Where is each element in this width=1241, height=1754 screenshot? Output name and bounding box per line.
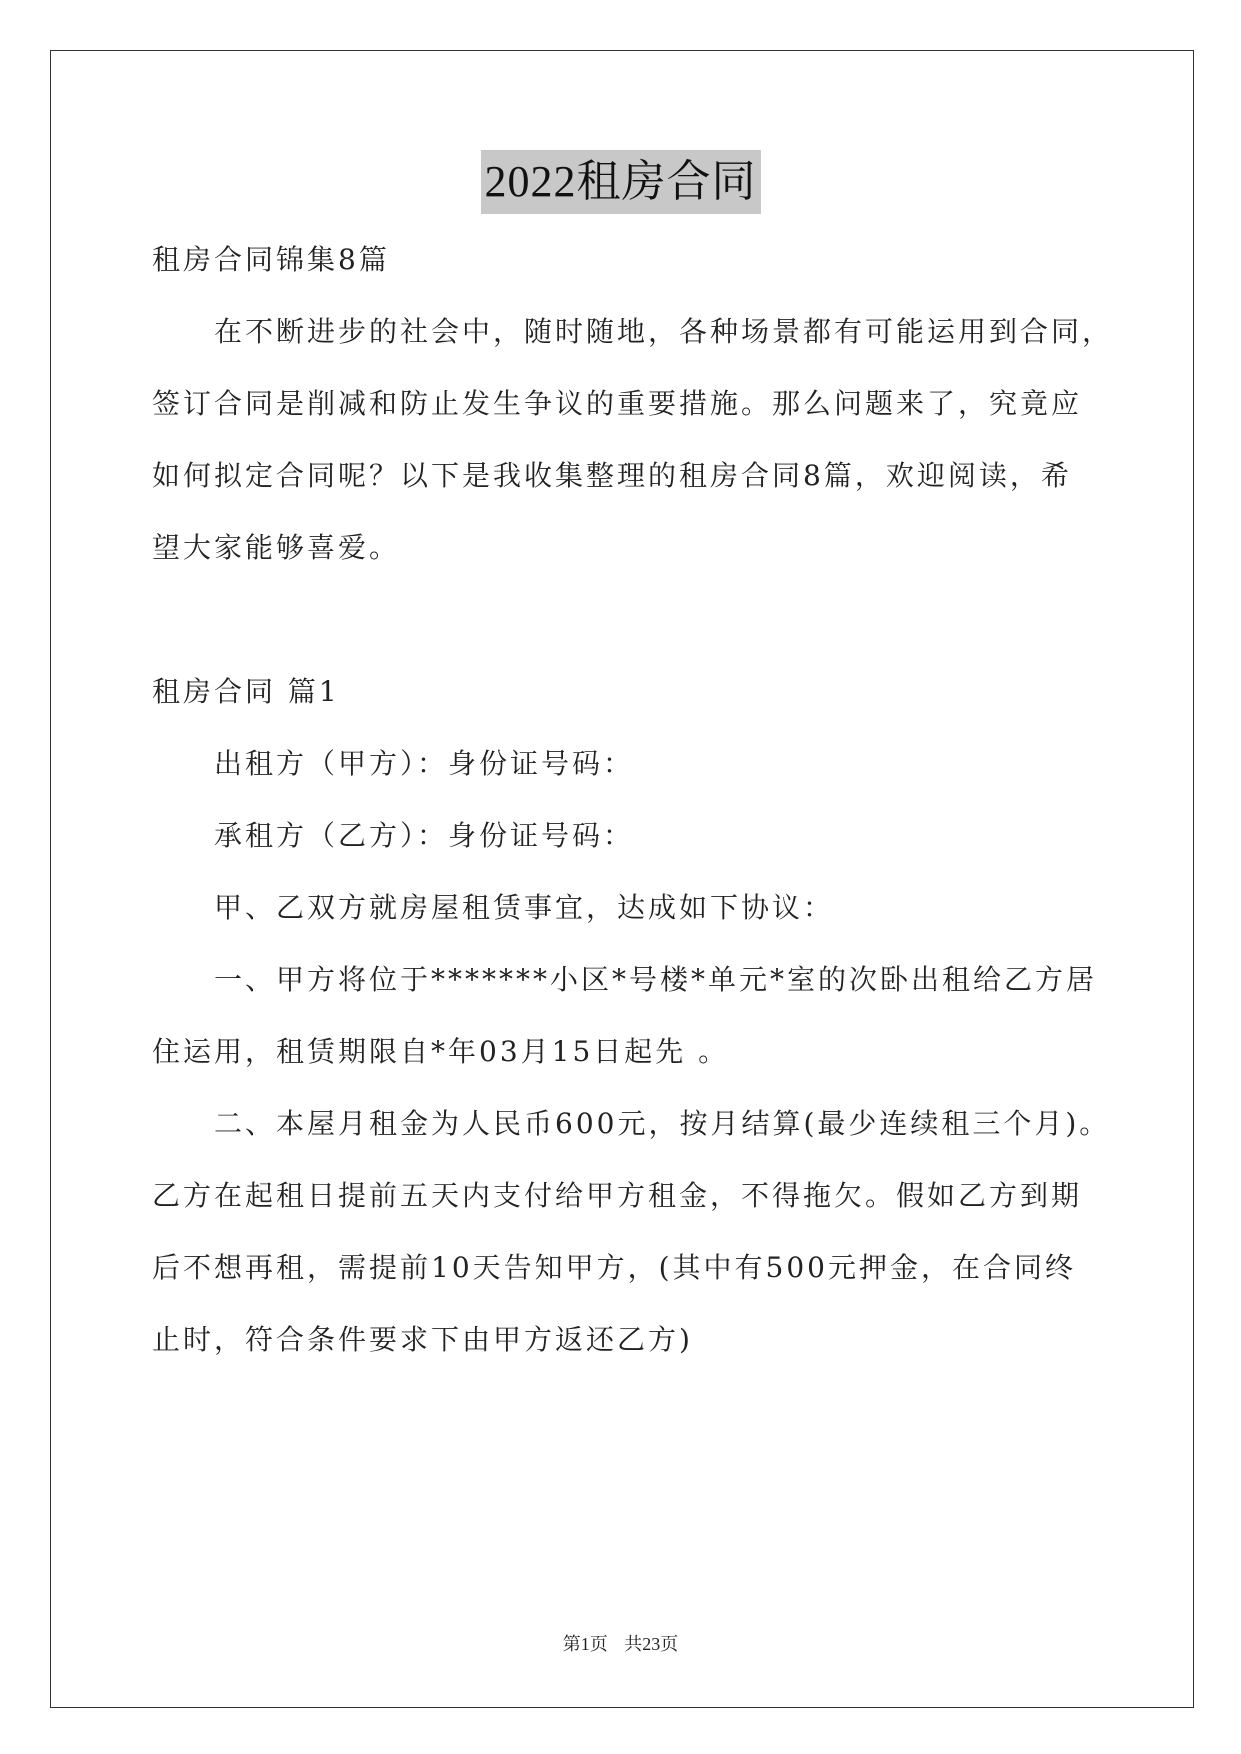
document-title: 2022租房合同: [481, 150, 761, 214]
clause2-line-3: 后不想再租，需提前10天告知甲方，(其中有500元押金，在合同终: [152, 1251, 1076, 1284]
clause2-line-4: 止时，符合条件要求下由甲方返还乙方): [152, 1323, 693, 1356]
party-b-line: 承租方（乙方）：身份证号码：: [214, 819, 635, 852]
document-subtitle: 租房合同锦集8篇: [152, 243, 390, 276]
intro-line-4: 望大家能够喜爱。: [152, 531, 401, 564]
clause1-line-1: 一、甲方将位于*******小区*号楼*单元*室的次卧出租给乙方居: [214, 963, 1098, 996]
clause2-line-1: 二、本屋月租金为人民币600元，按月结算(最少连续租三个月)。: [214, 1107, 1111, 1140]
clause2-line-2: 乙方在起租日提前五天内支付给甲方租金，不得拖欠。假如乙方到期: [152, 1179, 1083, 1212]
intro-line-2: 签订合同是削减和防止发生争议的重要措施。那么问题来了，究竟应: [152, 387, 1083, 420]
intro-line-1: 在不断进步的社会中，随时随地，各种场景都有可能运用到合同，: [214, 315, 1114, 348]
clause1-line-2: 住运用，租赁期限自*年03月15日起先 。: [152, 1035, 730, 1068]
section-heading: 租房合同 篇1: [152, 675, 340, 708]
page-number-current: 第1页: [562, 1634, 608, 1654]
page-number-total: 共23页: [624, 1634, 679, 1654]
intro-line-3: 如何拟定合同呢？以下是我收集整理的租房合同8篇，欢迎阅读，希: [152, 459, 1072, 492]
page-border: [50, 50, 1194, 1708]
party-a-line: 出租方（甲方）：身份证号码：: [214, 747, 635, 780]
title-container: [0, 150, 1241, 214]
agreement-intro-line: 甲、乙双方就房屋租赁事宜，达成如下协议：: [214, 891, 835, 924]
page-footer: [0, 1632, 1241, 1656]
